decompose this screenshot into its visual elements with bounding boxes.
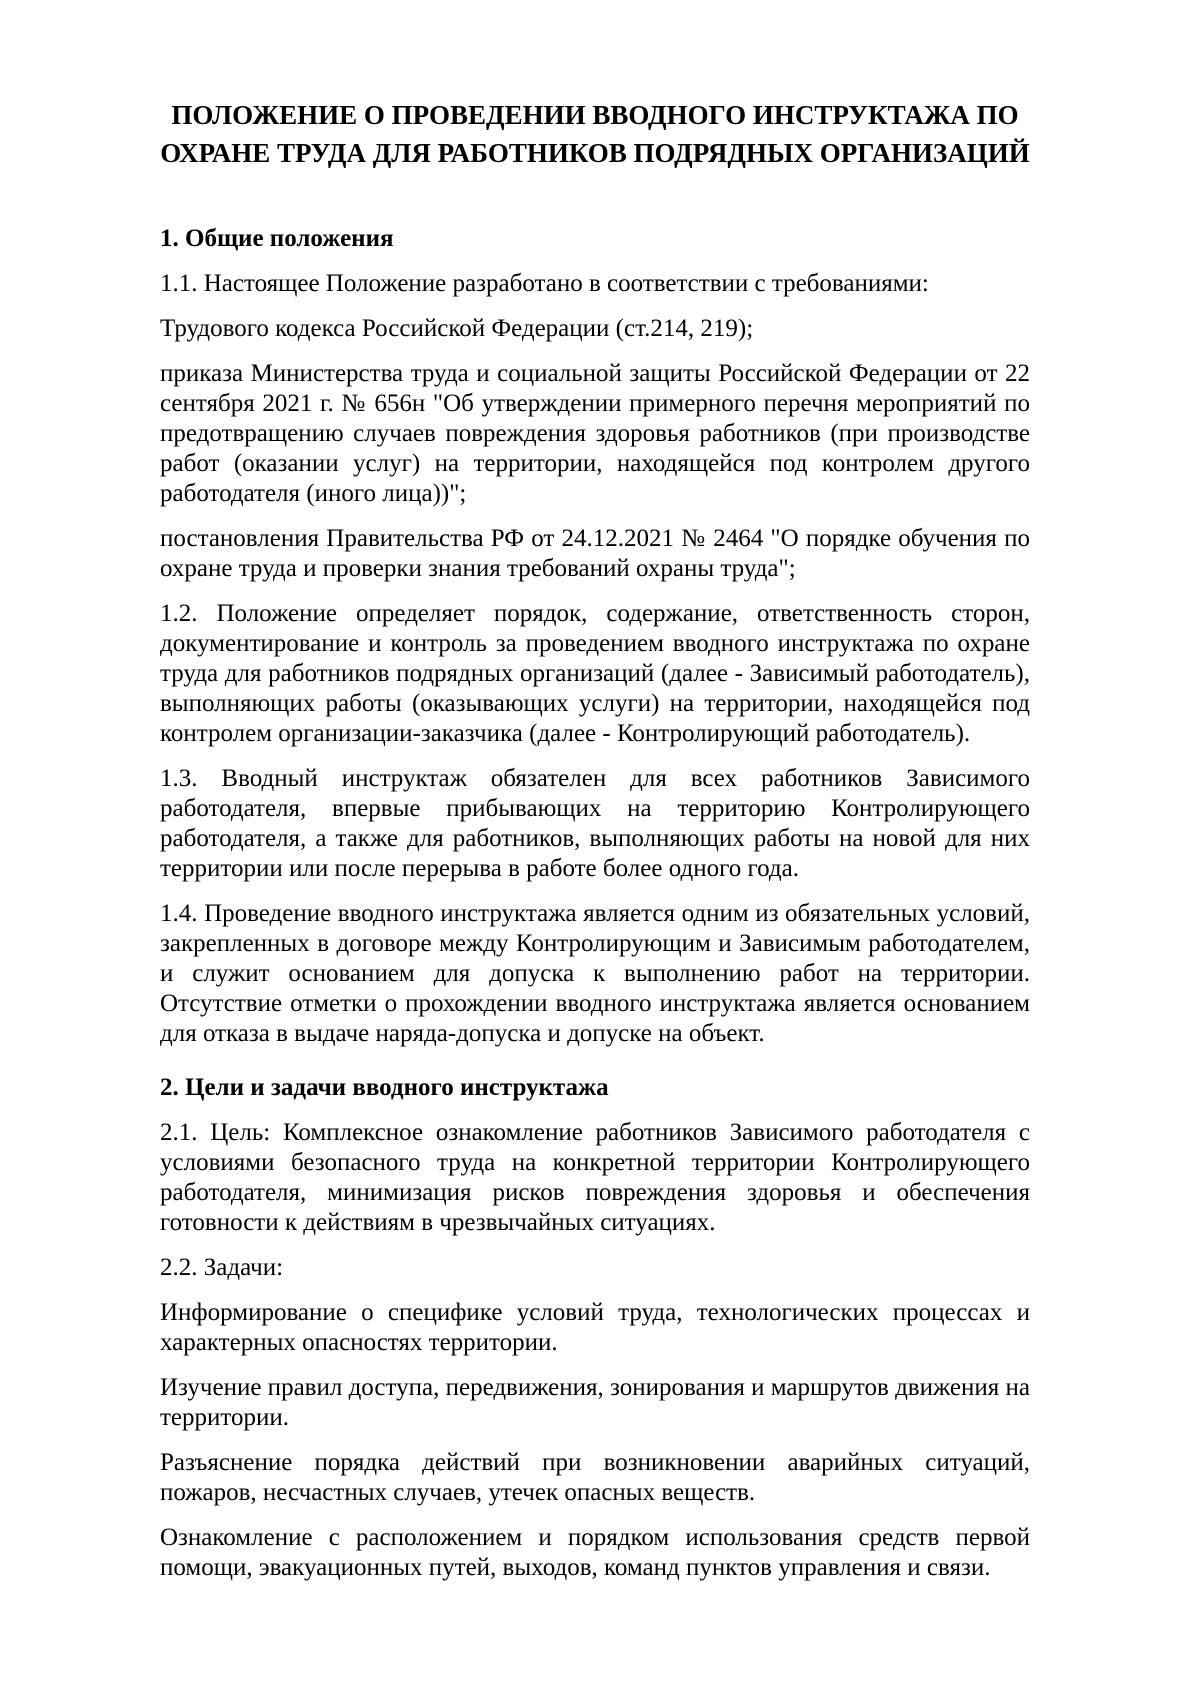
paragraph-task-informing: Информирование о специфике условий труда, технологических процессах и характерных опасностях территории. — [160, 1299, 1030, 1356]
paragraph-1-4: 1.4. Проведение вводного инструктажа является одним из обязательных условий, закрепленных в договоре между Контролирующим и Зависимым работодателем, и служит основанием для допуска к выполнению работ на территории. Отсутствие отметки о прохождении вводного инструктажа является основанием для отказа в выдаче наряда-допуска и допуске на объект. — [160, 900, 1030, 1047]
paragraph-task-emergency: Разъяснение порядка действий при возникновении аварийных ситуаций, пожаров, несчастных случаев, утечек опасных веществ. — [160, 1449, 1030, 1506]
paragraph-1-2: 1.2. Положение определяет порядок, содержание, ответственность сторон, документирование и контроль за проведением вводного инструктажа по охране труда для работников подрядных организаций (далее - Зависимый работодатель), выполняющих работы (оказывающих услуги) на территории, находящейся под контролем организации-заказчика (далее - Контролирующий работодатель). — [160, 600, 1030, 747]
paragraph-2-2-tasks: 2.2. Задачи: — [160, 1254, 284, 1281]
section-general-provisions — [160, 224, 1030, 1049]
section-1-heading: 1. Общие положения — [160, 225, 394, 252]
paragraph-task-first-aid: Ознакомление с расположением и порядком использования средств первой помощи, эвакуационных путей, выходов, команд пунктов управления и связи. — [160, 1524, 1030, 1581]
paragraph-2-1: 2.1. Цель: Комплексное ознакомление работников Зависимого работодателя с условиями безопасного труда на конкретной территории Контролирующего работодателя, минимизация рисков повреждения здоровья и обеспечения готовности к действиям в чрезвычайных ситуациях. — [160, 1119, 1030, 1236]
paragraph-government-decree: постановления Правительства РФ от 24.12.2021 № 2464 "О порядке обучения по охране труда и проверки знания требований охраны труда"; — [160, 525, 1030, 582]
paragraph-1-1: 1.1. Настоящее Положение разработано в соответствии с требованиями: — [160, 270, 929, 297]
section-goals-tasks — [160, 1073, 1030, 1583]
document-title: ПОЛОЖЕНИЕ О ПРОВЕДЕНИИ ВВОДНОГО ИНСТРУКТАЖА ПО ОХРАНЕ ТРУДА ДЛЯ РАБОТНИКОВ ПОДРЯДНЫХ ОРГАНИЗАЦИЙ — [160, 100, 1030, 168]
section-2-heading: 2. Цели и задачи вводного инструктажа — [160, 1074, 609, 1101]
paragraph-1-3: 1.3. Вводный инструктаж обязателен для всех работников Зависимого работодателя, впервые прибывающих на территорию Контролирующего работодателя, а также для работников, выполняющих работы на новой для них территории или после перерыва в работе более одного года. — [160, 765, 1030, 882]
paragraph-ministry-order: приказа Министерства труда и социальной защиты Российской Федерации от 22 сентября 2021 г. № 656н "Об утверждении примерного перечня мероприятий по предотвращению случаев повреждения здоровья работников (при производстве работ (оказании услуг) на территории, находящейся под контролем другого работодателя (иного лица))"; — [160, 360, 1030, 507]
paragraph-labor-code: Трудового кодекса Российской Федерации (ст.214, 219); — [160, 315, 754, 342]
paragraph-task-access-rules: Изучение правил доступа, передвижения, зонирования и маршрутов движения на территории. — [160, 1374, 1030, 1431]
